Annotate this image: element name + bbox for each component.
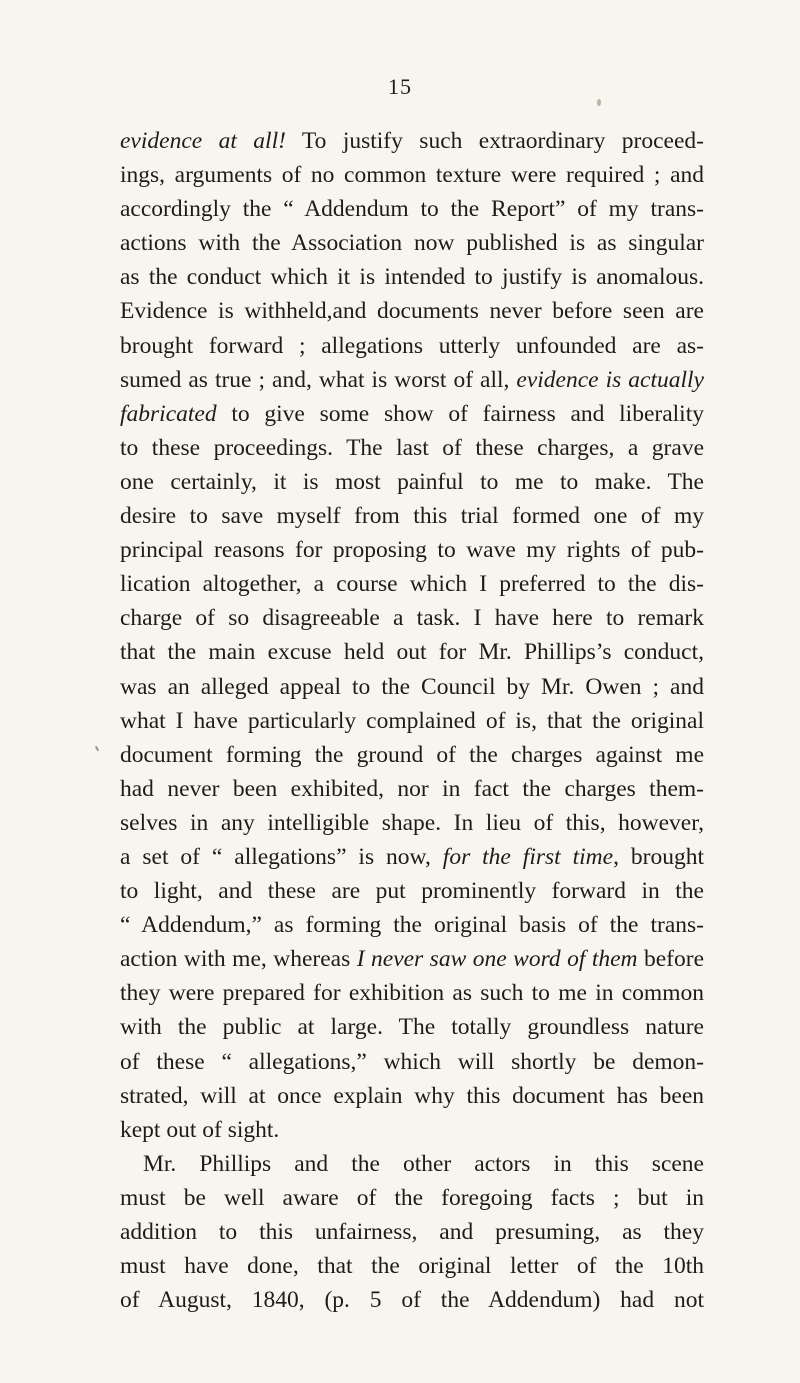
text-segment: was an alleged appeal to the Council by Mr. Owen ; and: [120, 673, 704, 700]
text-line: [120, 329, 704, 363]
text-line: [120, 1181, 704, 1215]
text-line: [120, 397, 704, 431]
text-line: [120, 533, 704, 567]
text-segment: lication altogether, a course which I preferred to the dis-: [120, 571, 704, 598]
text-line: [120, 670, 704, 704]
text-line: [120, 840, 704, 874]
text-line: [120, 806, 704, 840]
text-segment: to give some show of fairness and liberality: [216, 400, 704, 427]
text-segment: Mr. Phillips and the other actors in this scene: [143, 1150, 704, 1177]
text-segment: accordingly the “ Addendum to the Report” of my trans-: [120, 196, 704, 223]
text-line: [120, 635, 704, 669]
text-segment: what I have particularly complained of is, that the original: [120, 707, 704, 734]
text-segment: charge of so disagreeable a task. I have here to remark: [120, 605, 704, 632]
text-line: [120, 704, 704, 738]
text-segment: principal reasons for proposing to wave my rights of pub-: [120, 537, 704, 564]
text-segment: of these “ allegations,” which will shortly be demon-: [120, 1048, 704, 1075]
page-number: 15: [388, 74, 412, 99]
text-line: [120, 1113, 704, 1147]
italic-text: evidence is actually: [516, 366, 704, 393]
text-line: [120, 1249, 704, 1283]
text-line: [120, 124, 704, 158]
text-line: [120, 1147, 704, 1181]
text-segment: had never been exhibited, nor in fact the charges them-: [120, 775, 704, 802]
text-line: [120, 738, 704, 772]
text-segment: they were prepared for exhibition as such to me in common: [120, 980, 704, 1007]
italic-text: I never saw one word of them: [356, 946, 638, 973]
text-segment: as the conduct which it is intended to justify is anomalous.: [120, 264, 704, 291]
text-segment: to these proceedings. The last of these charges, a grave: [120, 434, 704, 461]
text-segment: of August, 1840, (p. 5 of the Addendum) had not: [120, 1287, 704, 1314]
text-line: [120, 158, 704, 192]
paper-speck: [597, 99, 601, 106]
text-line: [120, 601, 704, 635]
text-segment: brought forward ; allegations utterly unfounded are as-: [120, 332, 704, 359]
text-line: [120, 294, 704, 328]
text-line: [120, 1045, 704, 1079]
text-line: [120, 567, 704, 601]
text-segment: desire to save myself from this trial formed one of my: [120, 503, 704, 530]
text-segment: must have done, that the original letter of the 10th: [120, 1253, 704, 1280]
paper-mark: [95, 746, 99, 751]
text-line: [120, 465, 704, 499]
text-line: [120, 226, 704, 260]
text-line: [120, 772, 704, 806]
text-segment: To justify such extraordinary proceed-: [285, 128, 704, 154]
text-segment: selves in any intelligible shape. In lieu of this, however,: [120, 809, 704, 836]
text-segment: kept out of sight.: [120, 1116, 280, 1143]
text-segment: strated, will at once explain why this document has been: [120, 1082, 704, 1109]
text-segment: sumed as true ; and, what is worst of all,: [120, 366, 517, 393]
text-line: [120, 260, 704, 294]
text-line: [120, 1283, 704, 1317]
text-line: [120, 874, 704, 908]
text-segment: one certainly, it is most painful to me to make. The: [120, 468, 704, 495]
text-line: [120, 431, 704, 465]
text-line: [120, 1010, 704, 1044]
text-segment: before: [637, 946, 705, 973]
text-segment: “ Addendum,” as forming the original basis of the trans-: [120, 912, 704, 939]
text-segment: Evidence is withheld,and documents never before seen are: [120, 298, 704, 325]
text-segment: , brought: [613, 843, 704, 870]
italic-text: for the first time: [442, 843, 614, 870]
italic-text: evidence at all!: [120, 128, 286, 154]
text-segment: must be well aware of the foregoing facts ; but in: [120, 1184, 704, 1211]
text-segment: to light, and these are put prominently forward in the: [120, 878, 704, 905]
text-line: [120, 499, 704, 533]
text-segment: ings, arguments of no common texture were required ; and: [120, 162, 704, 189]
text-line: [120, 1215, 704, 1249]
text-line: [120, 192, 704, 226]
text-line: [120, 363, 704, 397]
text-segment: addition to this unfairness, and presuming, as they: [120, 1219, 704, 1245]
text-segment: that the main excuse held out for Mr. Phillips’s conduct,: [120, 639, 704, 666]
text-line: [120, 976, 704, 1010]
text-segment: document forming the ground of the charges against me: [120, 741, 704, 768]
text-line: [120, 1079, 704, 1113]
italic-text: fabricated: [120, 400, 217, 427]
text-line: [120, 908, 704, 942]
text-segment: a set of “ allegations” is now,: [120, 843, 443, 870]
text-segment: with the public at large. The totally groundless nature: [120, 1014, 704, 1041]
text-segment: actions with the Association now published is as singular: [120, 230, 704, 257]
text-segment: action with me, whereas: [120, 946, 357, 973]
body-text: [120, 124, 704, 1317]
text-line: [120, 942, 704, 976]
